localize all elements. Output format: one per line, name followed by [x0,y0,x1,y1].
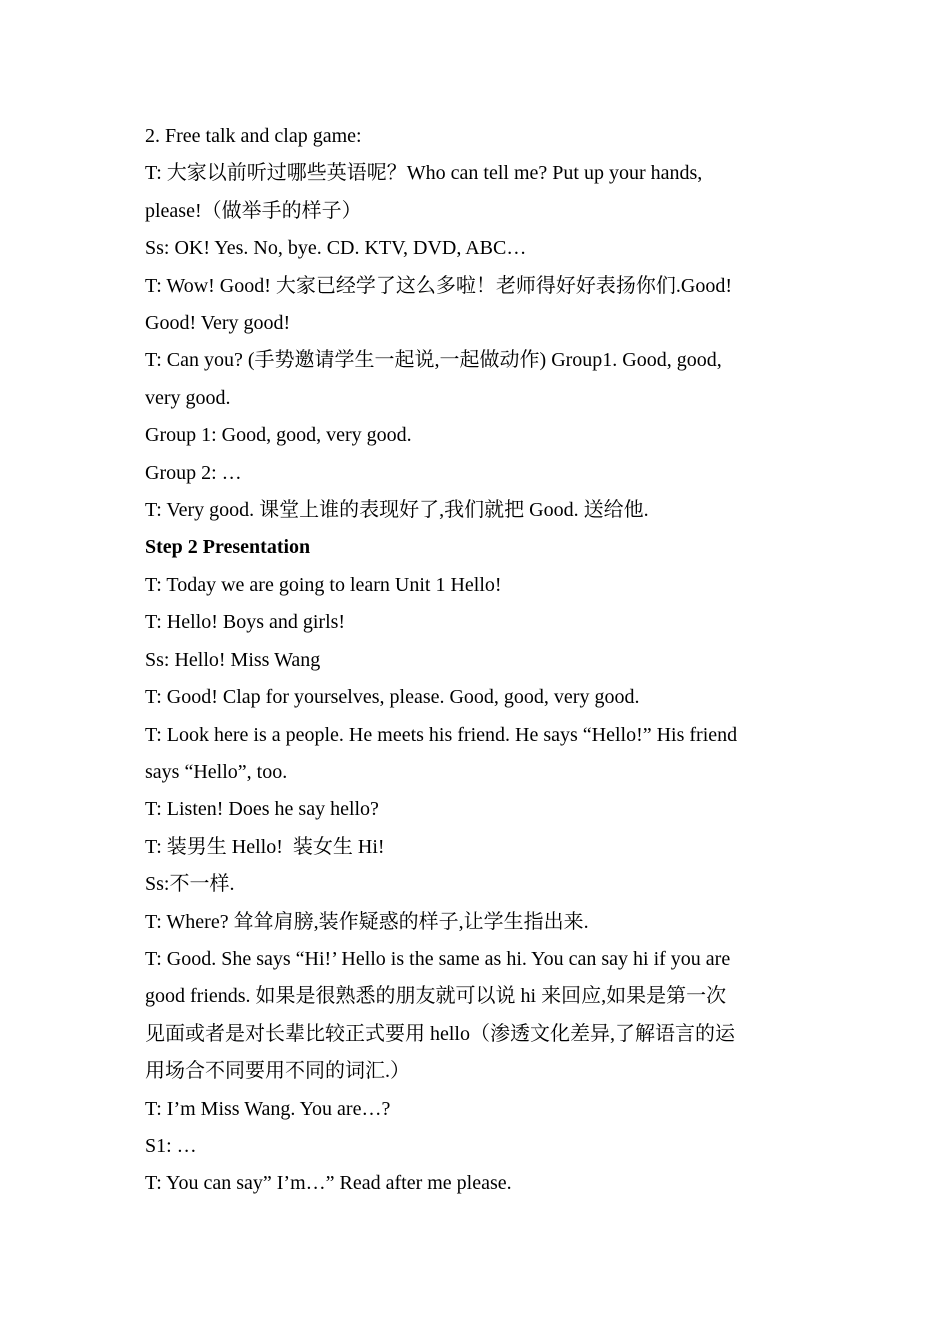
step-2-heading: Step 2 Presentation [145,536,311,559]
dialogue-line: 见面或者是对长辈比较正式要用 hello（渗透文化差异,了解语言的运 [145,1022,735,1045]
dialogue-line: Ss: OK! Yes. No, bye. CD. KTV, DVD, ABC… [145,237,527,260]
lesson-plan-text [145,118,810,1203]
section-title-free-talk: 2. Free talk and clap game: [145,125,362,147]
dialogue-line: Ss:不一样. [145,873,235,896]
dialogue-line: 用场合不同要用不同的词汇.） [145,1060,410,1083]
dialogue-line: T: 装男生 Hello! 装女生 Hi! [145,835,385,858]
dialogue-line: good friends. 如果是很熟悉的朋友就可以说 hi 来回应,如果是第一次 [145,985,727,1008]
dialogue-line: S1: … [145,1134,197,1157]
dialogue-line: T: Hello! Boys and girls! [145,611,346,634]
dialogue-line: T: Good! Clap for yourselves, please. Good, good, very good. [145,686,640,709]
dialogue-line: T: Where? 耸耸肩膀,装作疑惑的样子,让学生指出来. [145,910,589,933]
dialogue-line: T: You can say” I’m…” Read after me please. [145,1172,512,1195]
dialogue-line: T: Can you? (手势邀请学生一起说,一起做动作) Group1. Good, good, [145,349,722,372]
dialogue-line: T: I’m Miss Wang. You are…? [145,1097,391,1120]
dialogue-line: very good. [145,386,231,409]
dialogue-line: T: Wow! Good! 大家已经学了这么多啦！老师得好好表扬你们.Good! [145,274,733,297]
dialogue-line: Group 1: Good, good, very good. [145,424,412,447]
dialogue-line: please!（做举手的样子） [145,199,362,222]
dialogue-line: T: 大家以前听过哪些英语呢？Who can tell me? Put up your hands, [145,162,703,185]
dialogue-line: T: Look here is a people. He meets his friend. He says “Hello!” His friend [145,723,738,746]
dialogue-line: Group 2: … [145,461,242,484]
dialogue-line: T: Good. She says “Hi!’ Hello is the same as hi. You can say hi if you are [145,947,731,970]
dialogue-line: Good! Very good! [145,312,291,335]
dialogue-line: T: Listen! Does he say hello? [145,798,379,821]
dialogue-line: Ss: Hello! Miss Wang [145,648,321,671]
dialogue-line: T: Today we are going to learn Unit 1 Hello! [145,573,502,596]
dialogue-line: T: Very good. 课堂上谁的表现好了,我们就把 Good. 送给他. [145,499,649,522]
dialogue-line: says “Hello”, too. [145,760,288,783]
